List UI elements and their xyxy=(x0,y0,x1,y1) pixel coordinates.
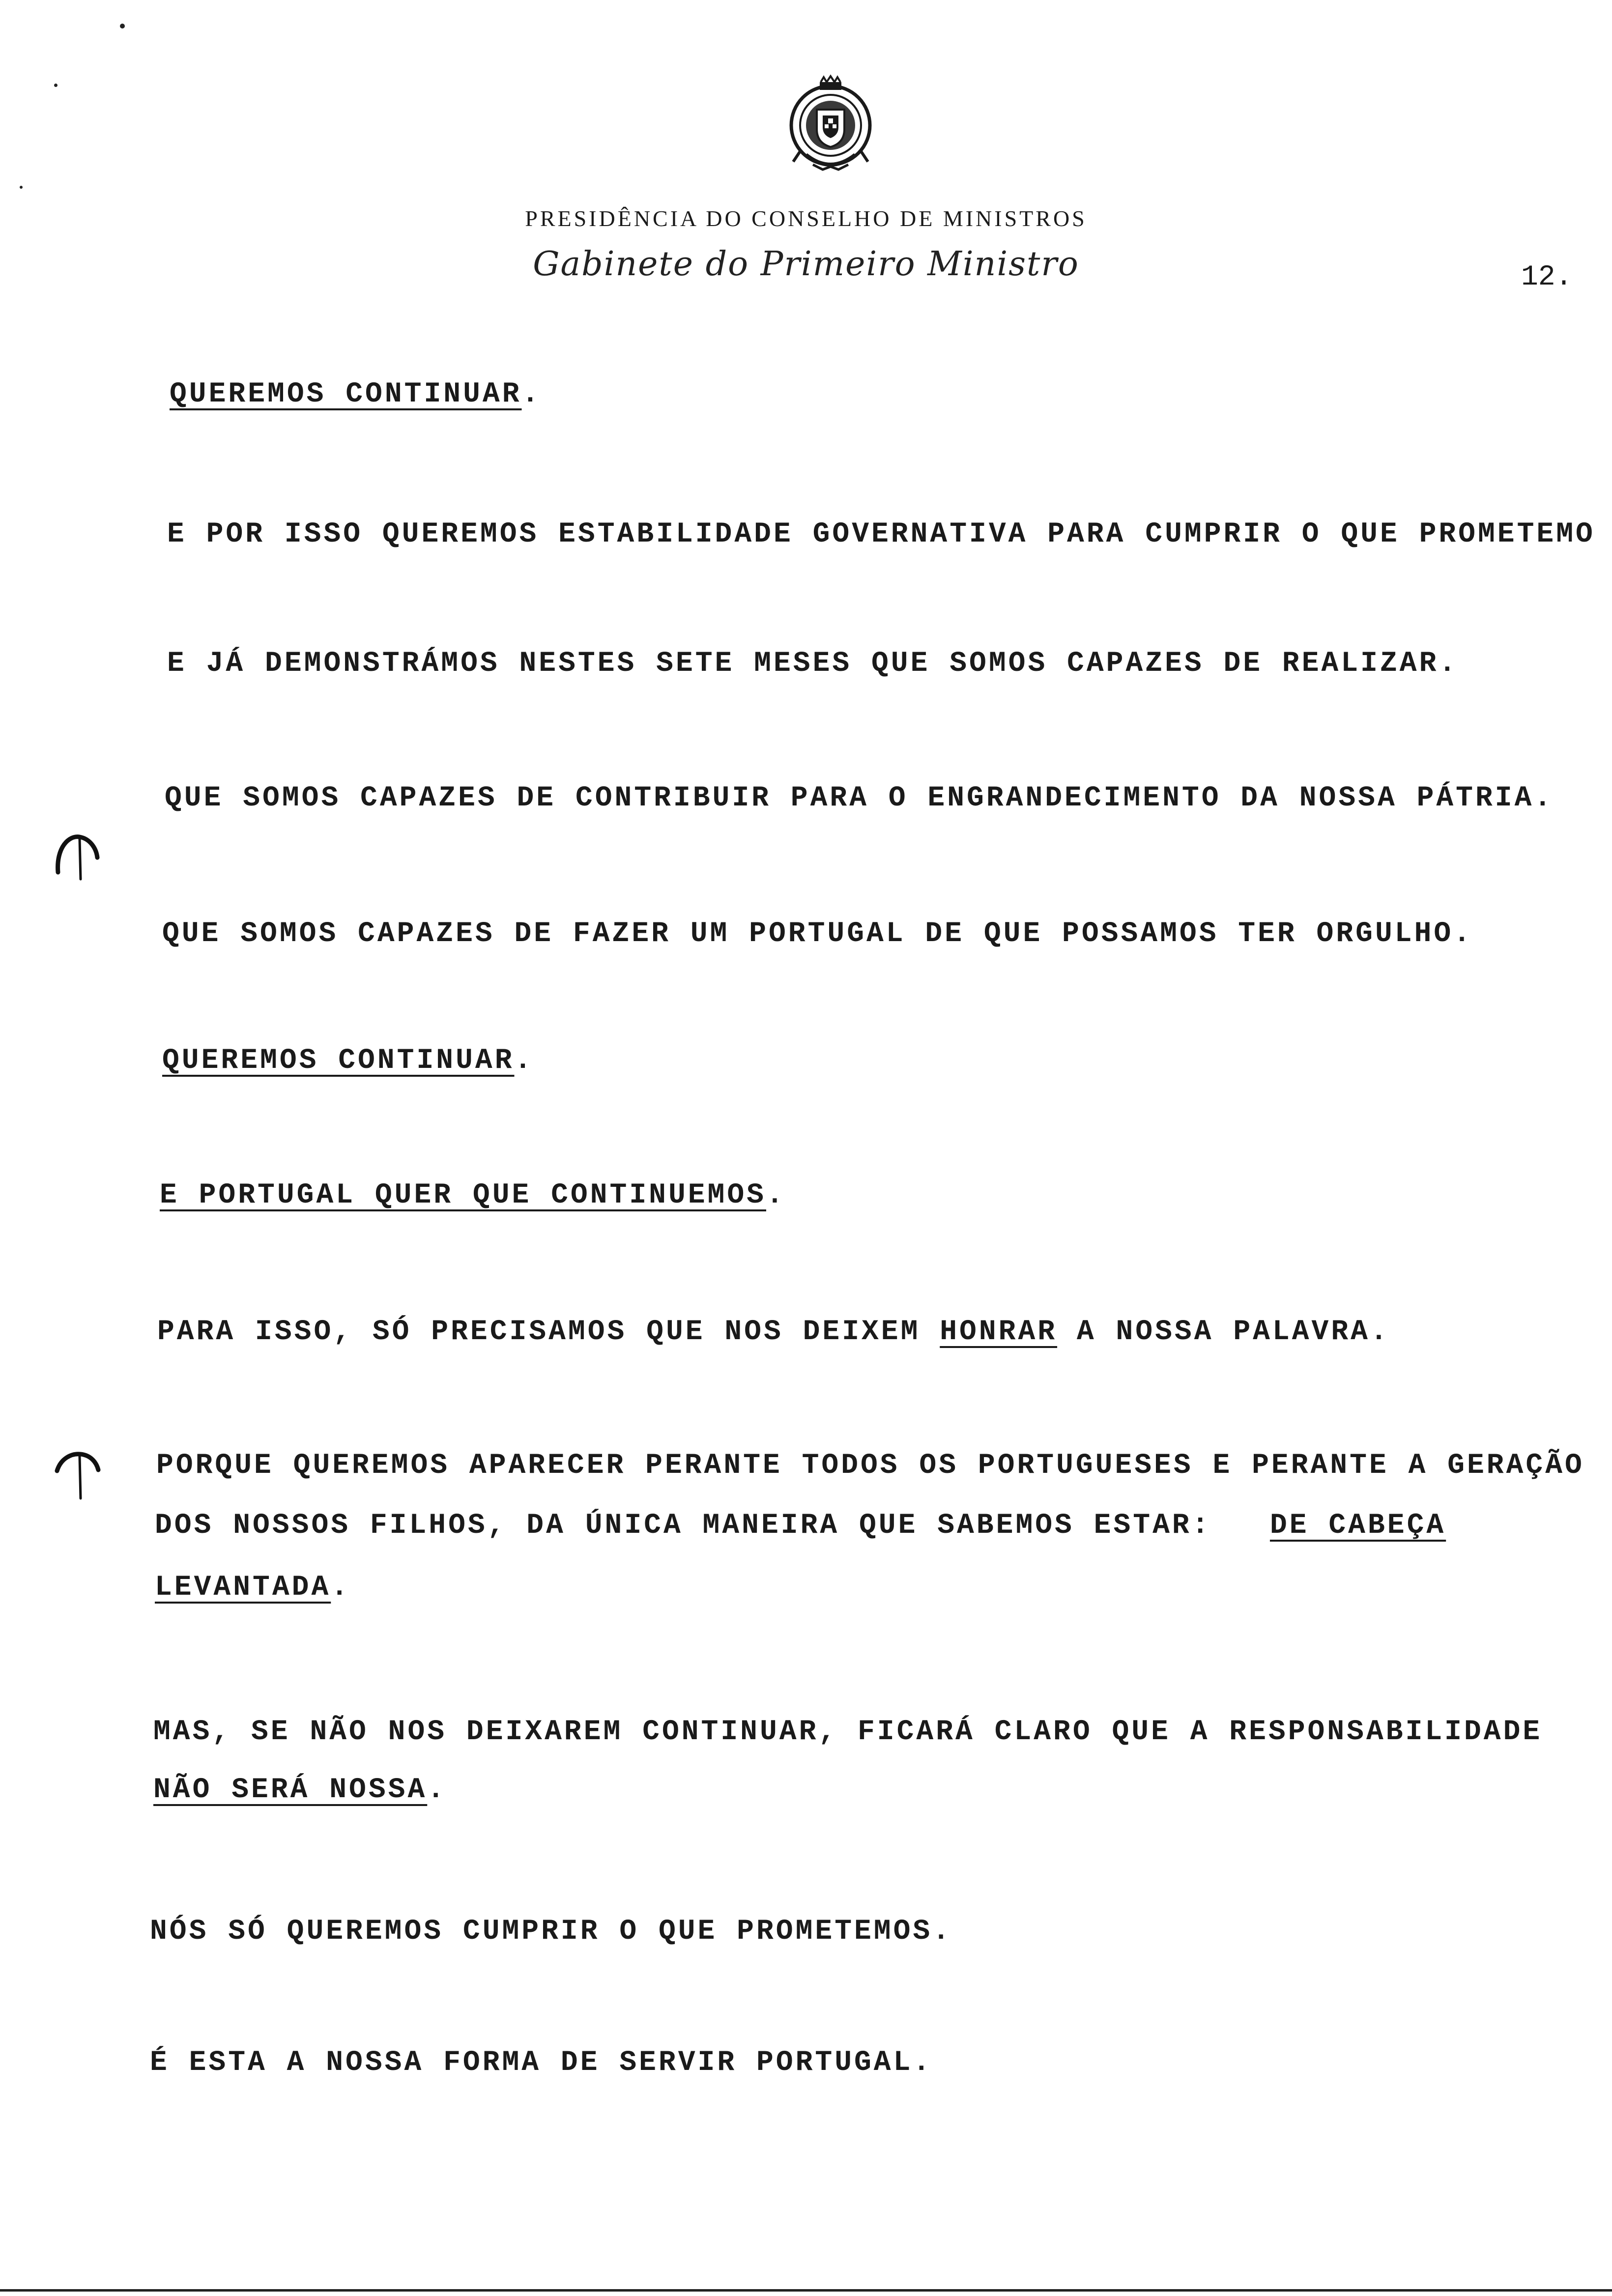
text-line xyxy=(150,1916,952,1948)
line-text: . xyxy=(521,378,542,410)
underlined-phrase: DE CABEÇA xyxy=(1269,1510,1446,1542)
line-text: . xyxy=(766,1179,786,1211)
cabinet-handwritten-subtitle: Gabinete do Primeiro Ministro xyxy=(533,245,1079,284)
text-line xyxy=(167,518,1595,550)
page-number: 12. xyxy=(1521,261,1573,293)
line-text: . xyxy=(331,1572,351,1604)
text-line xyxy=(162,918,1473,950)
line-text: . xyxy=(427,1774,447,1806)
scan-speck xyxy=(20,186,23,189)
organization-title: PRESIDÊNCIA DO CONSELHO DE MINISTROS xyxy=(525,206,1087,231)
line-text: PORQUE QUEREMOS APARECER PERANTE TODOS OS PORTUGUESES E PERANTE A GERAÇÃO xyxy=(156,1450,1584,1482)
text-line xyxy=(156,1450,1584,1482)
line-text: E JÁ DEMONSTRÁMOS NESTES SETE MESES QUE SOMOS CAPAZES DE REALIZAR. xyxy=(167,648,1459,680)
line-text: A NOSSA PALAVRA. xyxy=(1057,1316,1390,1348)
scan-speck xyxy=(120,24,125,29)
line-text: E POR ISSO QUEREMOS ESTABILIDADE GOVERNATIVA PARA CUMPRIR O QUE PROMETEMO xyxy=(167,518,1595,550)
text-line xyxy=(155,1510,1446,1542)
line-text: MAS, SE NÃO NOS DEIXAREM CONTINUAR, FICARÁ CLARO QUE A RESPONSABILIDADE xyxy=(153,1716,1543,1748)
line-text: DOS NOSSOS FILHOS, DA ÚNICA MANEIRA QUE SABEMOS ESTAR: xyxy=(155,1510,1270,1542)
line-text: PARA ISSO, SÓ PRECISAMOS QUE NOS DEIXEM xyxy=(157,1316,940,1348)
underlined-phrase: LEVANTADA xyxy=(155,1572,331,1604)
line-text: NÓS SÓ QUEREMOS CUMPRIR O QUE PROMETEMOS. xyxy=(150,1916,952,1948)
text-line xyxy=(162,1045,534,1077)
coat-of-arms-seal xyxy=(772,71,890,189)
line-text: É ESTA A NOSSA FORMA DE SERVIR PORTUGAL. xyxy=(150,2047,933,2079)
text-line xyxy=(170,378,541,410)
text-line xyxy=(155,1572,350,1604)
underlined-phrase: HONRAR xyxy=(940,1316,1058,1348)
text-line xyxy=(150,2047,932,2079)
underlined-phrase: NÃO SERÁ NOSSA xyxy=(153,1774,428,1806)
margin-mark xyxy=(49,1447,103,1501)
underlined-phrase: E PORTUGAL QUER QUE CONTINUEMOS xyxy=(160,1179,766,1211)
scan-speck xyxy=(54,84,58,87)
text-line xyxy=(160,1179,786,1211)
text-line xyxy=(153,1716,1542,1748)
margin-mark xyxy=(49,828,103,882)
text-line xyxy=(167,648,1458,680)
underlined-phrase: QUEREMOS CONTINUAR xyxy=(162,1045,515,1077)
line-text: QUE SOMOS CAPAZES DE CONTRIBUIR PARA O ENGRANDECIMENTO DA NOSSA PÁTRIA. xyxy=(165,782,1554,814)
line-text: QUE SOMOS CAPAZES DE FAZER UM PORTUGAL DE QUE POSSAMOS TER ORGULHO. xyxy=(162,918,1473,950)
text-line xyxy=(157,1316,1390,1348)
text-line xyxy=(153,1774,447,1806)
bottom-rule xyxy=(0,2289,1612,2292)
text-line xyxy=(165,782,1554,814)
underlined-phrase: QUEREMOS CONTINUAR xyxy=(170,378,522,410)
line-text: . xyxy=(514,1045,534,1077)
